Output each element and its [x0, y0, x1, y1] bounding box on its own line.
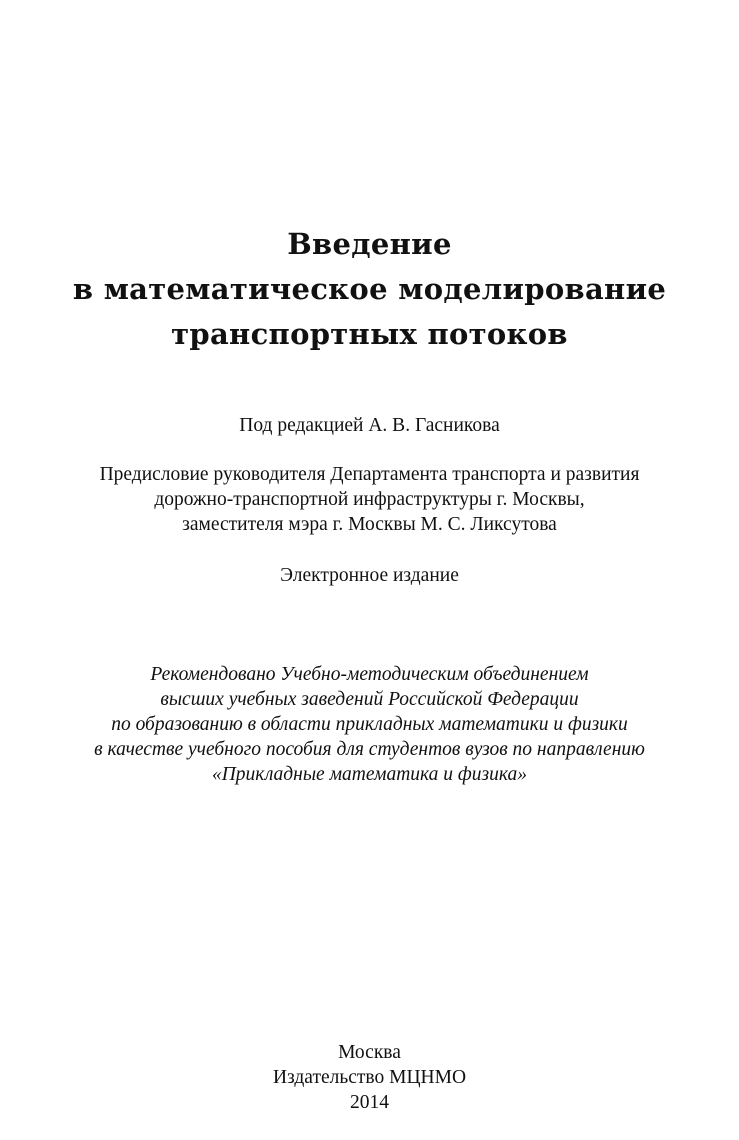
imprint-city: Москва — [338, 1042, 401, 1063]
preface-line-2: дорожно-транспортной инфраструктуры г. Москвы, — [154, 489, 585, 510]
preface-line-1: Предисловие руководителя Департамента транспорта и развития — [99, 464, 640, 485]
recommendation-line-3: по образованию в области прикладных математики и физики — [111, 714, 628, 735]
book-title — [0, 222, 739, 357]
book-title-line-1: Введение — [287, 227, 452, 261]
imprint-publisher: Издательство МЦНМО — [272, 1067, 467, 1088]
imprint-year: 2014 — [350, 1092, 389, 1113]
recommendation-line-2: высших учебных заведений Российской Федерации — [160, 689, 579, 710]
edition-note: Электронное издание — [280, 565, 459, 586]
recommendation-line-1: Рекомендовано Учебно-методическим объединением — [150, 664, 589, 685]
book-title-line-2: в математическое моделирование — [72, 272, 667, 306]
imprint — [0, 1040, 739, 1115]
book-title-line-3: транспортных потоков — [171, 317, 568, 351]
editor-credit: Под редакцией А. В. Гасникова — [239, 415, 500, 436]
recommendation-line-5: «Прикладные математика и физика» — [211, 764, 528, 785]
preface-line-3: заместителя мэра г. Москвы М. С. Ликсутова — [182, 514, 557, 535]
recommendation-line-4: в качестве учебного пособия для студентов вузов по направлению — [94, 739, 645, 760]
preface-credit — [0, 462, 739, 537]
recommendation-statement — [0, 662, 739, 787]
